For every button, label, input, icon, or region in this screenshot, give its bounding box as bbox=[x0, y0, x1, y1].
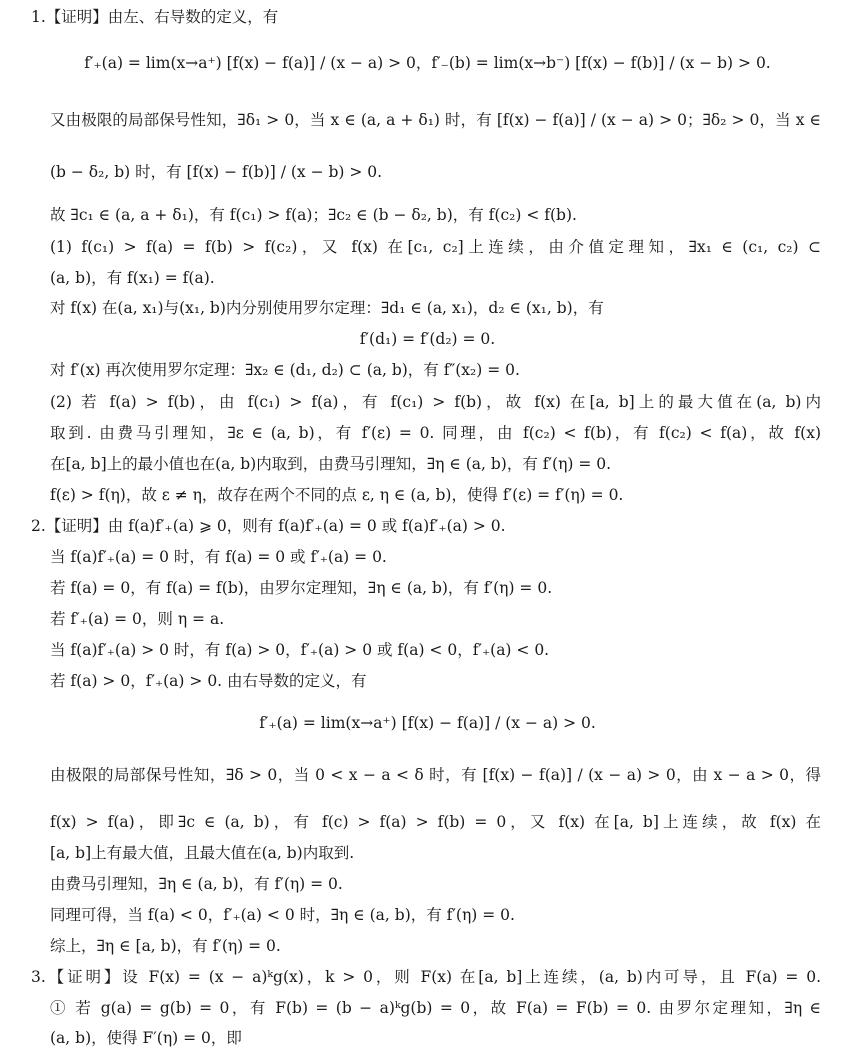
formula-right-derivative: f′₊(a) = lim(x→a⁺) [f(x) − f(a)] / (x − a) > 0. bbox=[259, 714, 596, 732]
text-line: 若 f(a) > 0，f′₊(a) > 0. 由右导数的定义，有 bbox=[50, 672, 367, 690]
text-line: (a, b)，有 f(x₁) = f(a). bbox=[50, 269, 215, 287]
text-line: 由极限的局部保号性知，∃δ > 0，当 0 < x − a < δ 时，有 [f(x) − f(a)] / (x − a) > 0，由 x − a > 0，得 bbox=[50, 766, 821, 784]
text-line: (a, b)，使得 F′(η) = 0，即 bbox=[50, 1029, 242, 1047]
text-line: 若 f′₊(a) = 0，则 η = a. bbox=[50, 610, 225, 628]
proof-2-heading: 2.【证明】由 f(a)f′₊(a) ⩾ 0，则有 f(a)f′₊(a) = 0 或 f(a)f′₊(a) > 0. bbox=[31, 517, 506, 535]
text-line: 综上，∃η ∈ [a, b)，有 f′(η) = 0. bbox=[50, 937, 281, 955]
text-line: 对 f(x) 在(a, x₁)与(x₁, b)内分别使用罗尔定理：∃d₁ ∈ (a, x₁)，d₂ ∈ (x₁, b)，有 bbox=[50, 299, 604, 317]
text-line: (2) 若 f(a) > f(b)，由 f(c₁) > f(a)，有 f(c₁) > f(b)，故 f(x) 在[a, b]上的最大值在(a, b)内 bbox=[50, 393, 821, 411]
text-line: 当 f(a)f′₊(a) > 0 时，有 f(a) > 0，f′₊(a) > 0 或 f(a) < 0，f′₊(a) < 0. bbox=[50, 641, 550, 659]
proof-1-heading: 1.【证明】由左、右导数的定义，有 bbox=[31, 8, 279, 26]
text-line: f(x) > f(a)，即∃c ∈ (a, b)，有 f(c) > f(a) > f(b) = 0，又 f(x) 在[a, b]上连续，故 f(x) 在 bbox=[50, 813, 821, 831]
text-line: 对 f′(x) 再次使用罗尔定理：∃x₂ ∈ (d₁, d₂) ⊂ (a, b)，有 f″(x₂) = 0. bbox=[50, 361, 520, 379]
formula-one-sided-derivatives: f′₊(a) = lim(x→a⁺) [f(x) − f(a)] / (x − a) > 0，f′₋(b) = lim(x→b⁻) [f(x) − f(b)] / (x − b) > 0. bbox=[84, 54, 771, 72]
text-line: (b − δ₂, b) 时，有 [f(x) − f(b)] / (x − b) > 0. bbox=[50, 163, 383, 181]
proof-3-heading: 3.【证明】设 F(x) = (x − a)ᵏg(x)，k > 0，则 F(x) 在[a, b]上连续，(a, b)内可导，且 F(a) = 0. bbox=[31, 968, 821, 986]
formula-rolle: f′(d₁) = f′(d₂) = 0. bbox=[359, 330, 496, 348]
text-line: f(ε) > f(η)，故 ε ≠ η，故存在两个不同的点 ε, η ∈ (a, b)，使得 f′(ε) = f′(η) = 0. bbox=[50, 486, 624, 504]
text-line: 由费马引理知，∃η ∈ (a, b)，有 f′(η) = 0. bbox=[50, 875, 343, 893]
text-line: 又由极限的局部保号性知，∃δ₁ > 0，当 x ∈ (a, a + δ₁) 时，有 [f(x) − f(a)] / (x − a) > 0；∃δ₂ > 0，当 x ∈ bbox=[50, 111, 821, 129]
text-line: (1) f(c₁) > f(a) = f(b) > f(c₂)，又 f(x) 在[c₁, c₂]上连续，由介值定理知，∃x₁ ∈ (c₁, c₂) ⊂ bbox=[50, 238, 821, 256]
text-line: ① 若 g(a) = g(b) = 0，有 F(b) = (b − a)ᵏg(b) = 0，故 F(a) = F(b) = 0. 由罗尔定理知，∃η ∈ bbox=[50, 999, 821, 1017]
text-line: 故 ∃c₁ ∈ (a, a + δ₁)，有 f(c₁) > f(a)；∃c₂ ∈ (b − δ₂, b)，有 f(c₂) < f(b). bbox=[50, 206, 577, 224]
text-line: 取到. 由费马引理知，∃ε ∈ (a, b)，有 f′(ε) = 0. 同理，由 f(c₂) < f(b)，有 f(c₂) < f(a)，故 f(x) bbox=[50, 424, 821, 442]
text-line: 同理可得，当 f(a) < 0，f′₊(a) < 0 时，∃η ∈ (a, b)，有 f′(η) = 0. bbox=[50, 906, 515, 924]
text-line: [a, b]上有最大值，且最大值在(a, b)内取到. bbox=[50, 844, 355, 862]
text-line: 当 f(a)f′₊(a) = 0 时，有 f(a) = 0 或 f′₊(a) = 0. bbox=[50, 548, 387, 566]
text-line: 在[a, b]上的最小值也在(a, b)内取到，由费马引理知，∃η ∈ (a, b)，有 f′(η) = 0. bbox=[50, 455, 612, 473]
text-line: 若 f(a) = 0，有 f(a) = f(b)，由罗尔定理知，∃η ∈ (a, b)，有 f′(η) = 0. bbox=[50, 579, 553, 597]
